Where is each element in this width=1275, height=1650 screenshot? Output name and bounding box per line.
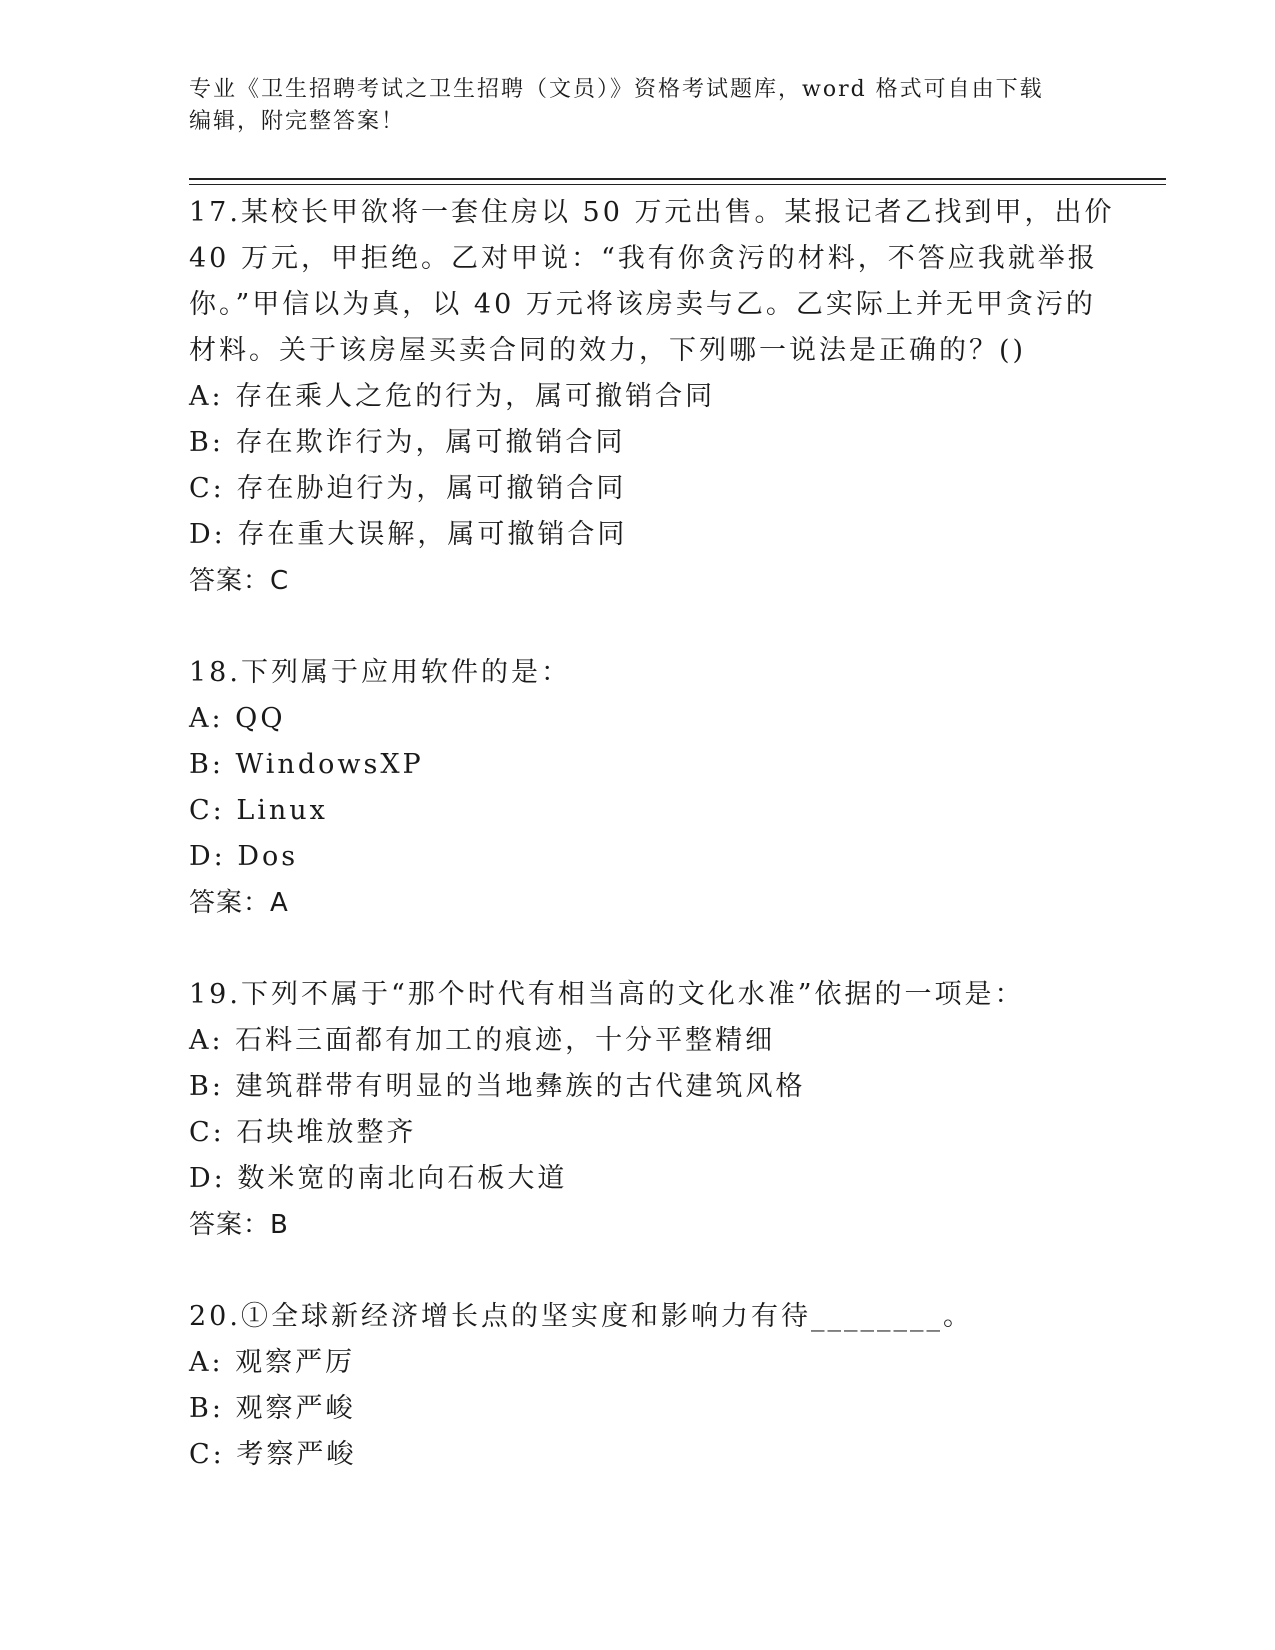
option-b: B: 建筑群带有明显的当地彝族的古代建筑风格 [189,1071,806,1102]
answer-label: 答案：B [189,1210,289,1240]
question-spacer [189,926,1089,972]
option-b: B: 观察严峻 [189,1393,356,1424]
question-19 [189,972,1089,1248]
question-stem-line: 你。”甲信以为真，以 40 万元将该房卖与乙。乙实际上并无甲贪污的 [189,289,1096,320]
option-d: D: 存在重大误解，属可撤销合同 [189,519,628,550]
option-b: B: 存在欺诈行为，属可撤销合同 [189,427,626,458]
option-d: D: 数米宽的南北向石板大道 [189,1163,568,1194]
question-stem-line: 材料。关于该房屋买卖合同的效力，下列哪一说法是正确的？() [189,335,1027,366]
question-list [189,190,1115,1478]
answer-label: 答案：C [189,566,290,596]
question-stem-line: 18.下列属于应用软件的是： [189,657,571,688]
option-a: A: QQ [189,703,286,734]
option-c: C: 石块堆放整齐 [189,1117,417,1148]
option-a: A: 石料三面都有加工的痕迹，十分平整精细 [189,1025,776,1056]
option-a: A: 存在乘人之危的行为，属可撤销合同 [189,381,716,412]
question-stem-line: 40 万元，甲拒绝。乙对甲说：“我有你贪污的材料，不答应我就举报 [189,243,1098,274]
option-c: C: Linux [189,795,328,826]
option-a: A: 观察严厉 [189,1347,356,1378]
question-18 [189,650,1089,926]
answer-label: 答案：A [189,888,289,918]
option-b: B: WindowsXP [189,749,424,780]
question-17 [189,190,1115,604]
question-stem-line: 17.某校长甲欲将一套住房以 50 万元出售。某报记者乙找到甲，出价 [189,197,1115,228]
question-spacer [189,1248,1089,1294]
question-stem-line: 20.①全球新经济增长点的坚实度和影响力有待________。 [189,1301,973,1332]
option-c: C: 考察严峻 [189,1439,357,1470]
option-d: D: Dos [189,841,299,872]
header-line-2: 编辑，附完整答案！ [189,109,406,134]
question-stem-line: 19.下列不属于“那个时代有相当高的文化水准”依据的一项是： [189,979,1025,1010]
header-divider-thick [189,178,1166,180]
option-c: C: 存在胁迫行为，属可撤销合同 [189,473,627,504]
question-spacer [189,604,1089,650]
header-divider-thin [189,184,1166,185]
question-20 [189,1294,1089,1478]
document-header [189,74,1089,138]
header-line-1: 专业《卫生招聘考试之卫生招聘（文员）》资格考试题库，word 格式可自由下载 [189,77,1044,102]
